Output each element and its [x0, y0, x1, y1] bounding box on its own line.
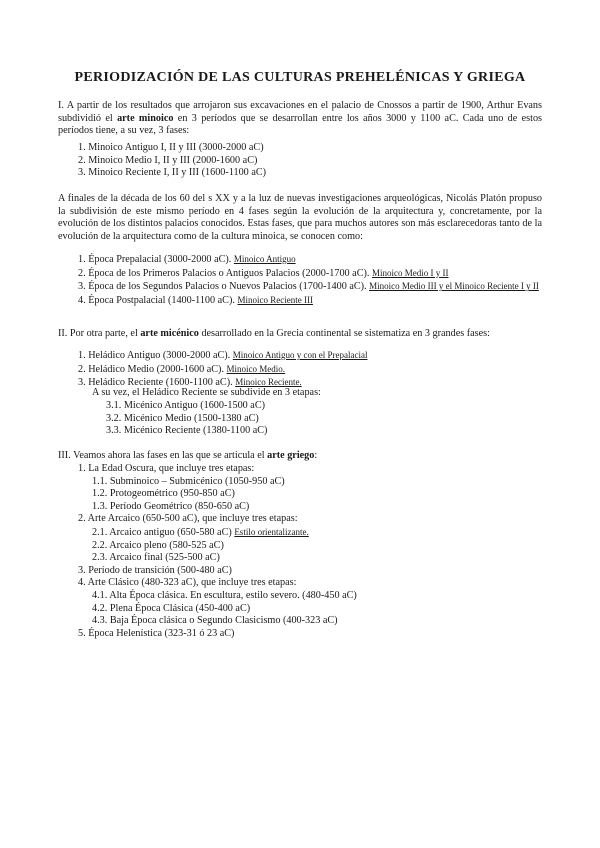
- period-note: Estilo orientalizante.: [234, 526, 309, 537]
- list-item: 1. La Edad Oscura, que incluye tres etapas:: [78, 463, 255, 474]
- list-item: 3.1. Micénico Antiguo (1600-1500 aC): [106, 400, 266, 411]
- section2-intro: [58, 328, 542, 341]
- palace-phases-list: [78, 253, 542, 307]
- minoan-periods-list: [78, 142, 266, 180]
- helladic-text: 2. Heládico Medio (2000-1600 aC).: [78, 363, 227, 375]
- section2-intro-text-a: II. Por otra parte, el: [58, 328, 141, 339]
- helladic-text: 1. Heládico Antiguo (3000-2000 aC).: [78, 350, 233, 361]
- page-title: PERIODIZACIÓN DE LAS CULTURAS PREHELÉNICAS Y GRIEGA: [74, 70, 526, 85]
- section1-intro-bold: arte minoico: [117, 112, 174, 124]
- section1-platon-paragraph: A finales de la década de los 60 del s XX y a la luz de nuevas investigaciones arqueológicas, Nicolás Platón propuso la subdivisión de este mismo período en 4 fases según la evolución de la arquitectura y, concretamente, por la evolución de los distintos palacios conocidos. Estas fases, que para muchos autores son más esclarecedoras tanto de la evolución de la arquitectura como de la cultura minoica, se conocen como:: [58, 193, 542, 242]
- list-item: [78, 526, 357, 540]
- section3-intro-bold: arte griego: [267, 450, 315, 461]
- phase-text: 3. Época de los Segundos Palacios o Nuevos Palacios (1700-1400 aC).: [78, 281, 370, 293]
- helladic-list: [78, 349, 368, 390]
- helladic-note: Minoico Reciente.: [235, 377, 302, 388]
- phase-note: Minoico Reciente III: [237, 294, 313, 305]
- list-item: 2. Arte Arcaico (650-500 aC), que incluye tres etapas:: [78, 513, 298, 525]
- list-item: 2.2. Arcaico pleno (580-525 aC): [92, 539, 224, 551]
- helladic-sub-intro: A su vez, el Heládico Reciente se subdivide en 3 etapas:: [92, 387, 321, 398]
- list-item: 5. Época Helenística (323-31 ó 23 aC): [78, 627, 235, 639]
- section2-intro-bold: arte micénico: [140, 328, 199, 339]
- phase-note: Minoico Antiguo: [233, 254, 296, 264]
- list-item: 3.2. Micénico Medio (1500-1380 aC): [106, 412, 259, 424]
- list-item: 3. Minoico Reciente I, II y III (1600-1100 aC): [78, 167, 267, 179]
- section1-intro-text-b: en 3 períodos que se desarrollan entre los años 3000 y 1100 aC. Cada uno de estos períodos tiene, a su vez, 3 fases:: [58, 112, 543, 137]
- list-item: 3.3. Micénico Reciente (1380-1100 aC): [106, 425, 268, 437]
- list-item: 3. Período de transición (500-480 aC): [78, 564, 232, 576]
- list-item: [78, 267, 542, 281]
- section3-intro-text-b: :: [314, 450, 318, 461]
- list-item: 1.3. Período Geométrico (850-650 aC): [92, 500, 250, 512]
- list-item: 1. Minoico Antiguo I, II y III (3000-2000 aC): [78, 142, 264, 153]
- section1-intro: [58, 100, 542, 138]
- period-text: 2.1. Arcaico antiguo (650-580 aC): [92, 526, 235, 538]
- phase-text: 1. Época Prepalacial (3000-2000 aC).: [78, 254, 234, 265]
- list-item: [78, 294, 542, 308]
- list-item: 4. Arte Clásico (480-323 aC), que incluye tres etapas:: [78, 577, 297, 589]
- list-item: 2.3. Arcaico final (525-500 aC): [92, 552, 220, 564]
- section3-intro: [58, 450, 542, 463]
- list-item: 4.1. Alta Época clásica. En escultura, estilo severo. (480-450 aC): [92, 589, 357, 601]
- phase-text: 4. Época Postpalacial (1400-1100 aC).: [78, 294, 238, 306]
- list-item: 1.1. Subminoico – Submicénico (1050-950 aC): [92, 475, 285, 487]
- section2-intro-text-b: desarrollado en la Grecia continental se sistematiza en 3 grandes fases:: [198, 328, 490, 339]
- list-item: 1.2. Protogeométrico (950-850 aC): [92, 488, 235, 500]
- list-item: [78, 363, 368, 377]
- greek-art-list: [78, 463, 357, 640]
- list-item: [78, 253, 542, 267]
- list-item: [78, 280, 542, 294]
- phase-note: Minoico Medio III y el Minoico Reciente I y II: [369, 281, 539, 292]
- section1-intro-text-a: I. A partir de los resultados que arrojaron sus excavaciones en el palacio de Cnossos a partir de 1900, Arthur Evans subdividió el: [58, 100, 542, 124]
- phase-note: Minoico Medio I y II: [371, 267, 449, 278]
- list-item: 2. Minoico Medio I, II y III (2000-1600 aC): [78, 154, 258, 166]
- list-item: [78, 349, 368, 363]
- phase-text: 2. Época de los Primeros Palacios o Antiguos Palacios (2000-1700 aC).: [78, 267, 372, 279]
- list-item: 4.2. Plena Época Clásica (450-400 aC): [92, 602, 251, 614]
- helladic-note: Minoico Antiguo y con el Prepalacial: [232, 350, 368, 360]
- mycenaean-list: [106, 400, 267, 438]
- list-item: 4.3. Baja Época clásica o Segundo Clasicismo (400-323 aC): [92, 615, 338, 627]
- section3-intro-text-a: III. Veamos ahora las fases en las que se articula el: [58, 450, 268, 461]
- helladic-text: 3. Heládico Reciente (1600-1100 aC).: [78, 377, 236, 389]
- helladic-note: Minoico Medio.: [226, 363, 286, 374]
